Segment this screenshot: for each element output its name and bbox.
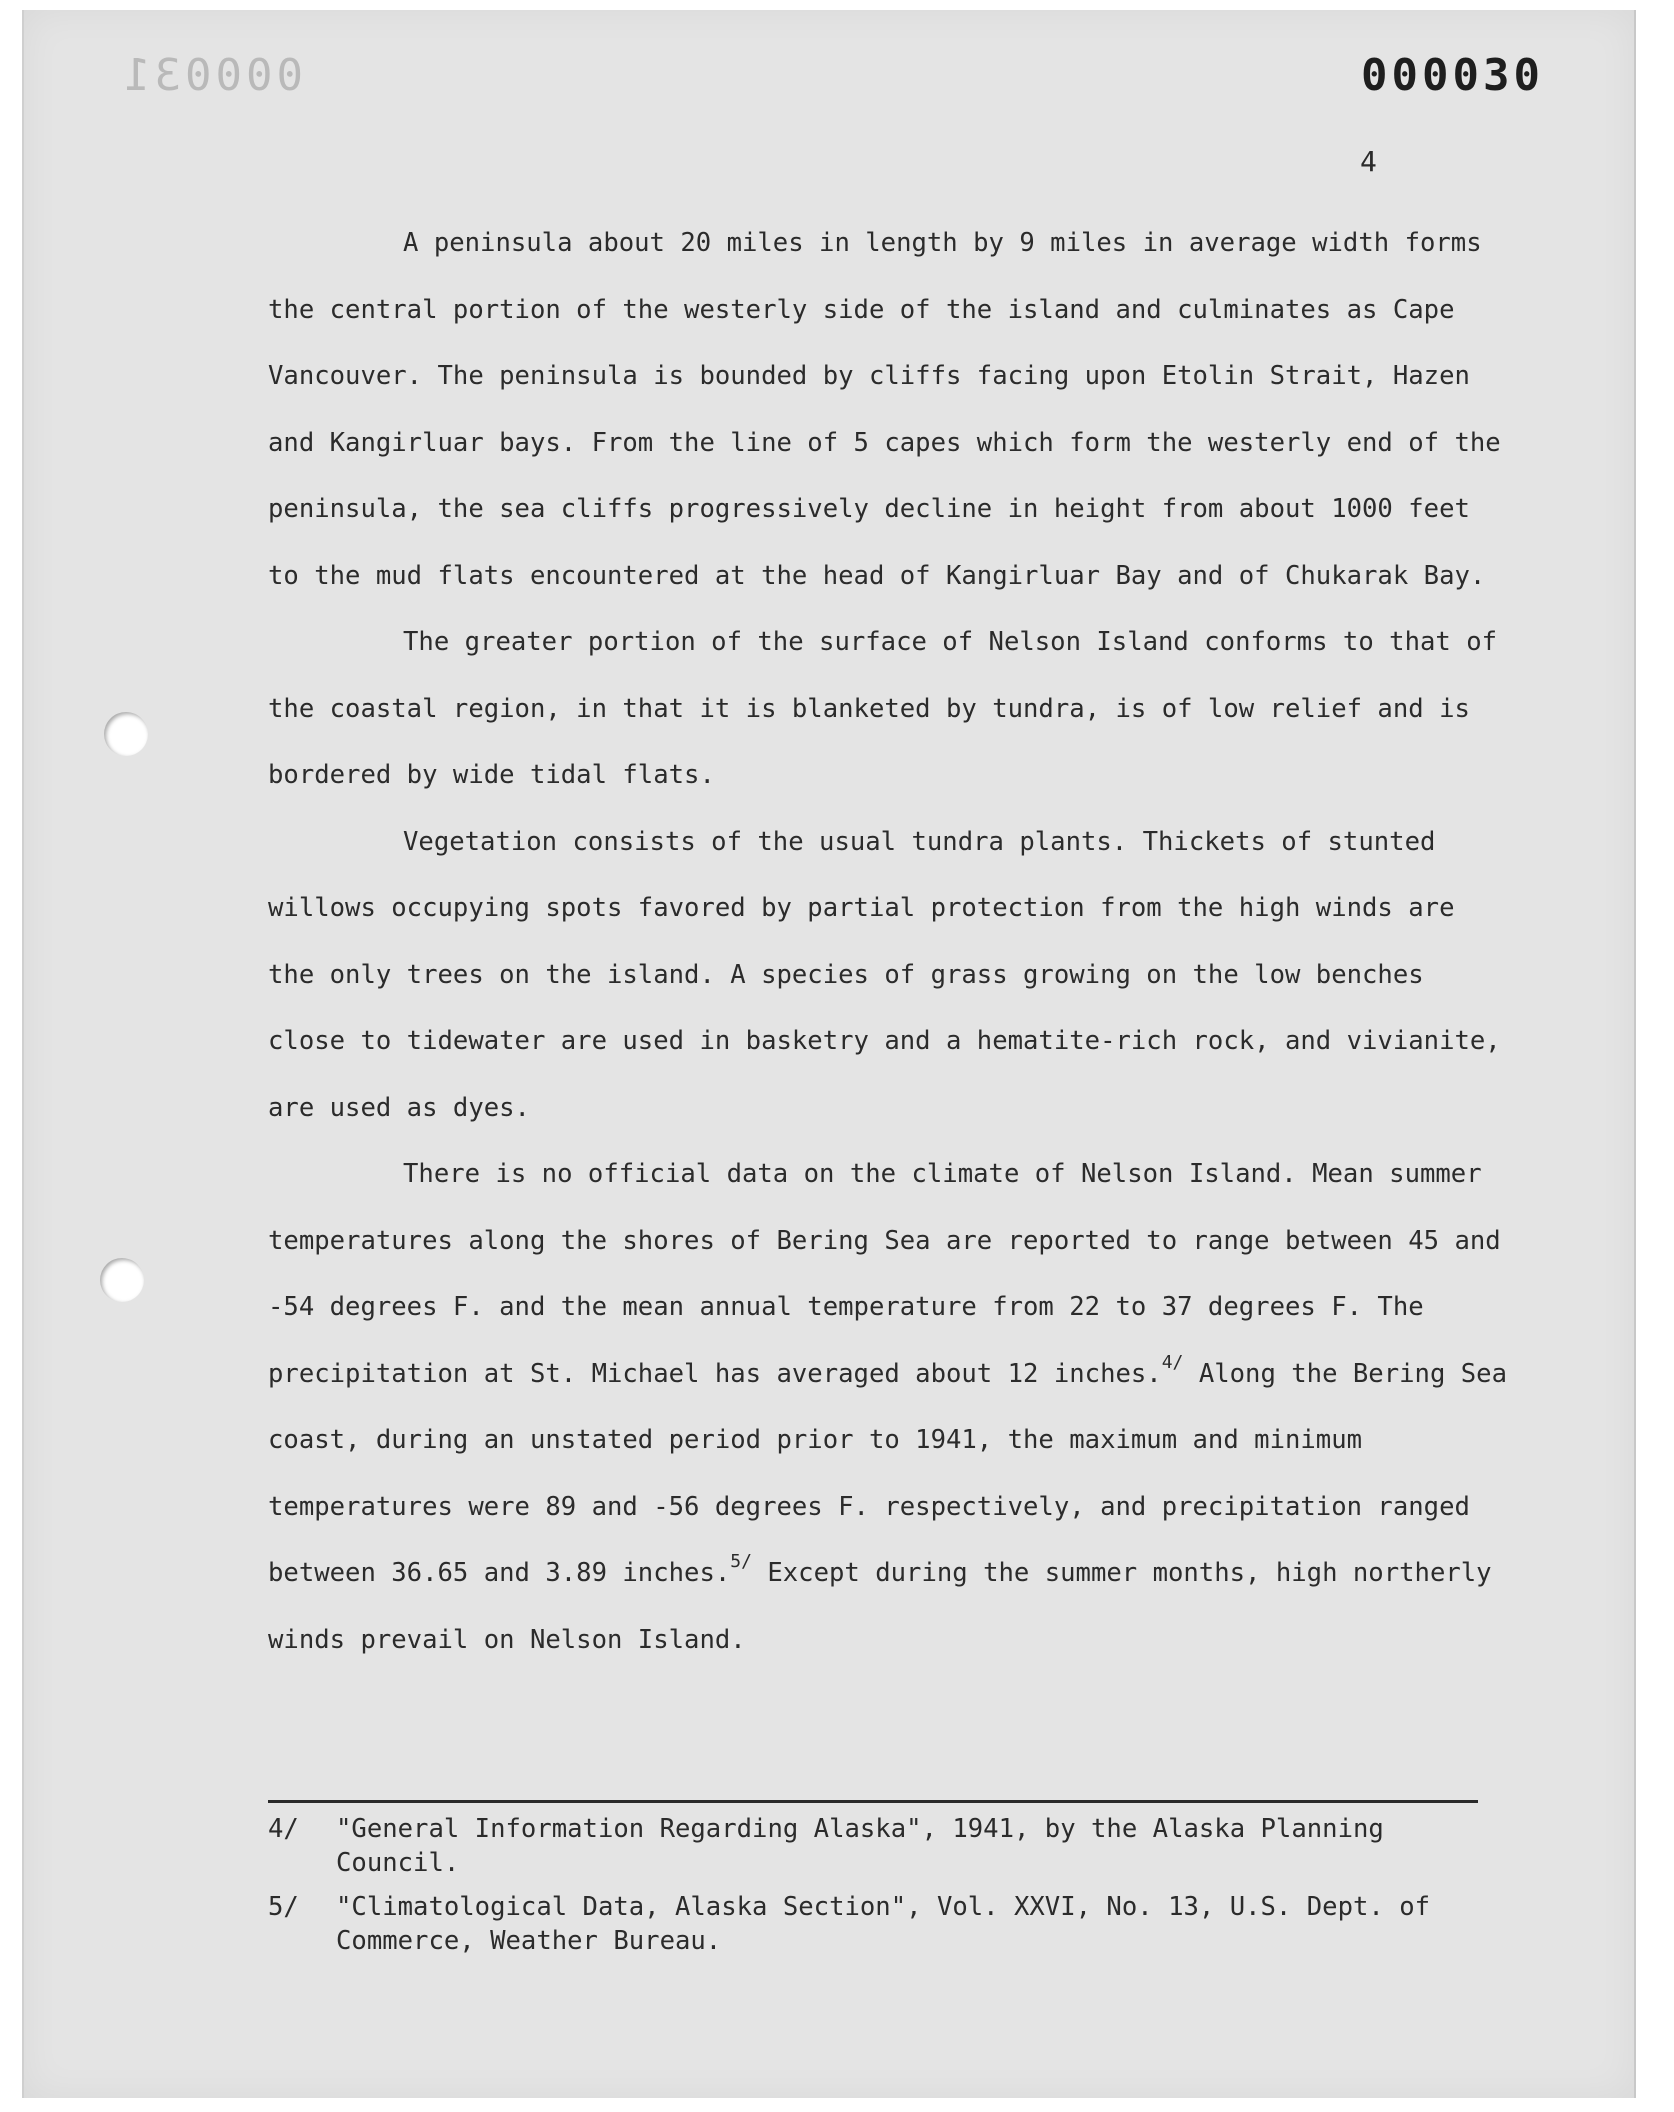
paragraph-text: There is no official data on the climate of Nelson Island. Mean summer temperatures along the shores of Bering Sea are reported to range between 45 and -54 degrees F. and the mean annual temperature from 22 to 37 degrees F. The precipitation at St. Michael has averaged about 12 inches. xyxy=(268,1159,1501,1389)
paragraph-text: Except during the summer months, high northerly winds prevail on Nelson Island. xyxy=(268,1558,1492,1655)
paragraph xyxy=(268,1141,1508,1673)
body-text xyxy=(268,210,1508,1673)
footnote-mark: 4/ xyxy=(268,1814,299,1844)
footnote-text: "General Information Regarding Alaska", 1941, by the Alaska Planning Council. xyxy=(336,1814,1384,1878)
punch-hole xyxy=(100,1258,144,1302)
paragraph-text: A peninsula about 20 miles in length by 9 miles in average width forms the central portion of the westerly side of the island and culminates as Cape Vancouver. The peninsula is bounded by cliffs facing upon Etolin Strait, Hazen and Kangirluar bays. From the line of 5 capes which form the westerly end of the peninsula, the sea cliffs progressively decline in height from about 1000 feet to the mud flats encountered at the head of Kangirluar Bay and of Chukarak Bay. xyxy=(268,228,1501,591)
stamp-number: 000030 xyxy=(1361,50,1544,101)
footnotes xyxy=(268,1812,1498,1968)
paragraph xyxy=(268,809,1508,1142)
paragraph-text: Vegetation consists of the usual tundra plants. Thickets of stunted willows occupying spots favored by partial protection from the high winds are the only trees on the island. A species of grass growing on the low benches close to tidewater are used in basketry and a hematite-rich rock, and vivianite, are used as dyes. xyxy=(268,826,1501,1123)
footnote-text: "Climatological Data, Alaska Section", Vol. XXVI, No. 13, U.S. Dept. of Commerce, Weather Bureau. xyxy=(336,1892,1431,1956)
bleed-through-stamp: 000031 xyxy=(120,50,303,101)
paragraph-text: The greater portion of the surface of Nelson Island conforms to that of the coastal region, in that it is blanketed by tundra, is of low relief and is bordered by wide tidal flats. xyxy=(268,627,1498,790)
footnote-reference: 5/ xyxy=(730,1551,752,1572)
footnote-reference: 4/ xyxy=(1161,1351,1184,1373)
footnote xyxy=(268,1890,1498,1958)
page-number: 4 xyxy=(1360,145,1377,178)
paragraph-text: Along the Bering Sea coast, during an unstated period prior to 1941, the maximum and minimum temperatures were 89 and -56 degrees F. respectively, and precipitation ranged between 36.65 and 3.89 inches. xyxy=(268,1358,1507,1588)
paragraph xyxy=(268,609,1508,809)
punch-hole xyxy=(104,712,148,756)
footnote-mark: 5/ xyxy=(268,1892,299,1922)
footnote-divider xyxy=(268,1800,1478,1803)
paragraph xyxy=(268,210,1508,609)
footnote xyxy=(268,1812,1498,1880)
